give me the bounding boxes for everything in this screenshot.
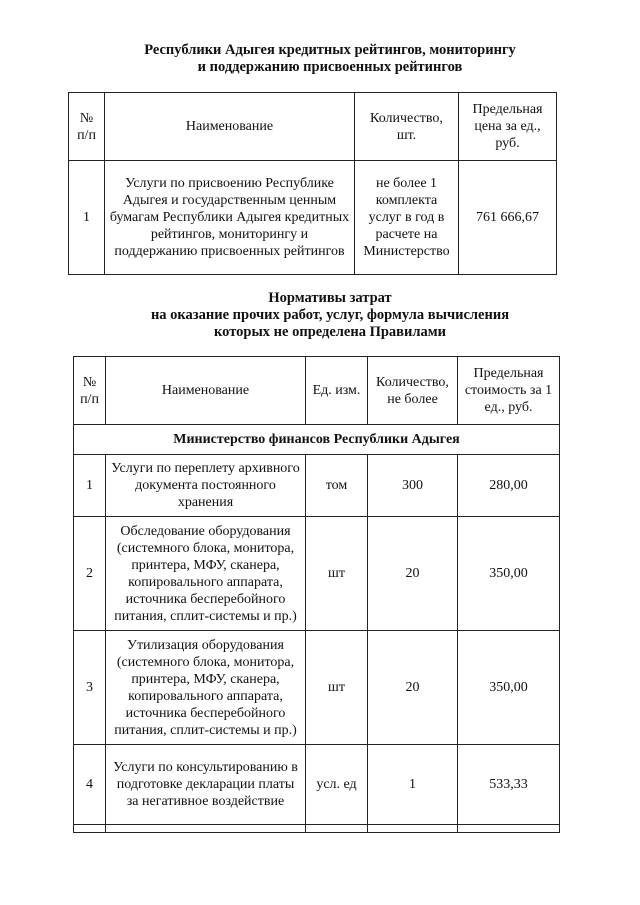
cell-num: 4 (74, 745, 106, 825)
cell-unit: шт (306, 517, 368, 631)
header-qty: Количество, не более (368, 357, 458, 425)
cell-num: 1 (74, 455, 106, 517)
top-heading (60, 42, 600, 76)
top-heading-line-2: и поддержанию присвоенных рейтингов (197, 59, 463, 75)
cell-qty: не более 1 комплекта услуг в год в расчете на Министерство (355, 161, 459, 275)
cell-price: 761 666,67 (459, 161, 557, 275)
cell-qty: 1 (368, 745, 458, 825)
table-spacer-row (74, 825, 560, 833)
header-qty: Количество, шт. (355, 93, 459, 161)
header-num: № п/п (74, 357, 106, 425)
cell-name: Услуги по консультированию в подготовке декларации платы за негативное воздействие (106, 745, 306, 825)
cell-qty: 20 (368, 631, 458, 745)
table-row (69, 161, 557, 275)
cell-name: Утилизация оборудования (системного блока, монитора, принтера, МФУ, сканера, копировального аппарата, источника бесперебойного питания, сплит-системы и пр.) (106, 631, 306, 745)
cell-price: 280,00 (458, 455, 560, 517)
cell-name: Услуги по присвоению Республике Адыгея и государственным ценным бумагам Республики Адыгея кредитных рейтингов, мониторингу и поддержанию присвоенных рейтингов (105, 161, 355, 275)
table-row (74, 455, 560, 517)
header-num: № п/п (69, 93, 105, 161)
norms-heading-line-3: которых не определена Правилами (214, 324, 446, 340)
norms-heading (60, 290, 600, 341)
cell-unit: том (306, 455, 368, 517)
cell-qty: 20 (368, 517, 458, 631)
cell-num: 1 (69, 161, 105, 275)
other-services-table (73, 356, 560, 833)
header-name: Наименование (106, 357, 306, 425)
cell-price: 533,33 (458, 745, 560, 825)
header-name: Наименование (105, 93, 355, 161)
section-title: Министерство финансов Республики Адыгея (74, 425, 560, 455)
cell-price: 350,00 (458, 631, 560, 745)
cell-qty: 300 (368, 455, 458, 517)
table-header-row (74, 357, 560, 425)
cell-name: Обследование оборудования (системного блока, монитора, принтера, МФУ, сканера, копировального аппарата, источника бесперебойного питания, сплит-системы и пр.) (106, 517, 306, 631)
table-row (74, 745, 560, 825)
cell-unit: шт (306, 631, 368, 745)
header-price: Предельная стоимость за 1 ед., руб. (458, 357, 560, 425)
top-heading-line-1: Республики Адыгея кредитных рейтингов, мониторингу (144, 42, 516, 58)
norms-heading-line-1: Нормативы затрат (268, 290, 392, 306)
norms-heading-line-2: на оказание прочих работ, услуг, формула вычисления (150, 307, 510, 323)
table-header-row (69, 93, 557, 161)
header-unit: Ед. изм. (306, 357, 368, 425)
table-row (74, 631, 560, 745)
cell-price: 350,00 (458, 517, 560, 631)
table-row (74, 517, 560, 631)
section-row (74, 425, 560, 455)
header-price: Предельная цена за ед., руб. (459, 93, 557, 161)
rating-services-table (68, 92, 557, 275)
cell-num: 2 (74, 517, 106, 631)
cell-unit: усл. ед (306, 745, 368, 825)
cell-name: Услуги по переплету архивного документа постоянного хранения (106, 455, 306, 517)
cell-num: 3 (74, 631, 106, 745)
